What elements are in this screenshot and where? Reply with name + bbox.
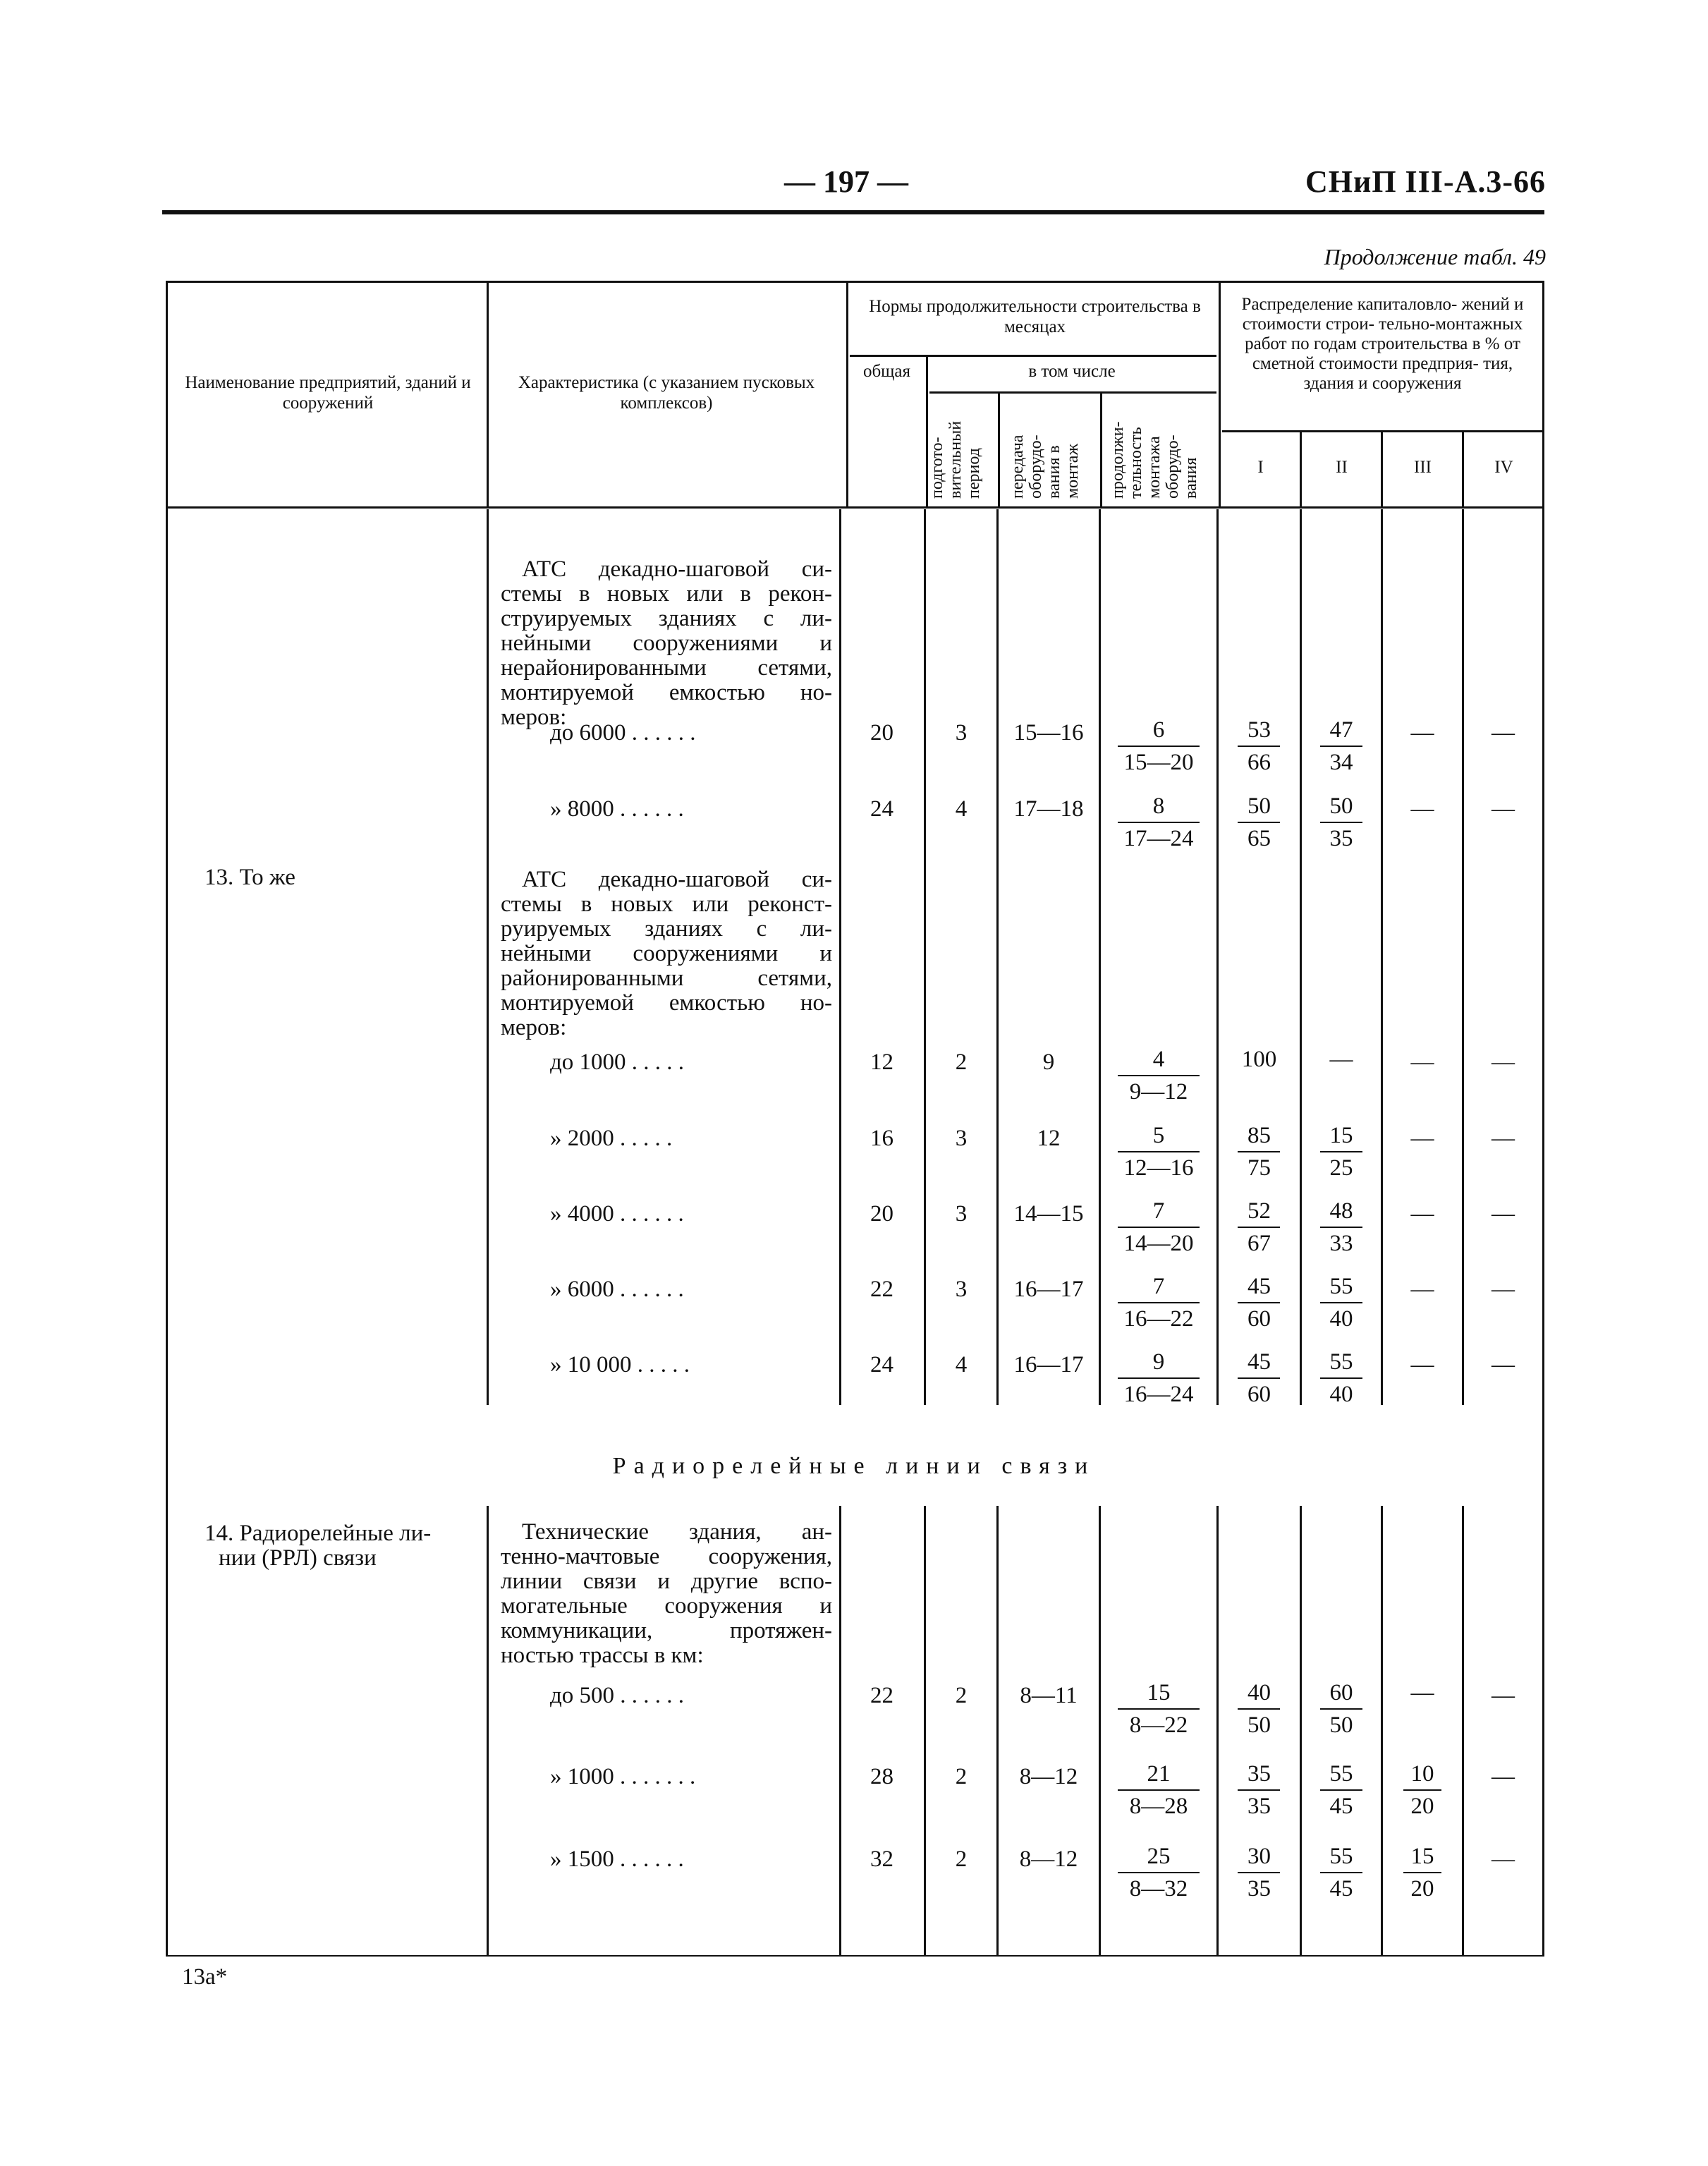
col-divider [1462,430,1464,509]
fraction-line [1403,1872,1441,1873]
header-year-2: II [1336,458,1348,477]
year1-bottom: 35 [1248,1794,1271,1819]
prep-value: 4 [955,796,968,822]
header-transfer: передача оборудо- вания в монтаж [1008,434,1082,499]
fraction-line [1320,1302,1362,1303]
total-value: 16 [870,1126,893,1151]
header-characteristics: Характеристика (с указанием пусковых комплексов) [518,373,815,413]
year2-top: — [1329,1047,1353,1072]
year3-value: — [1410,1126,1434,1151]
desc-line: ностью трассы в км: [501,1643,704,1668]
year3-value: — [1410,720,1434,746]
total-value: 24 [870,796,893,822]
prep-value: 4 [955,1352,968,1377]
including-rule [929,391,1216,394]
header-year-4: IV [1494,458,1513,477]
row-label: » 6000 . . . . . . [550,1277,684,1302]
duration-top: 8 [1152,793,1165,819]
total-value: 20 [870,720,893,746]
duration-top: 7 [1152,1274,1165,1299]
year1-top: 53 [1248,717,1271,743]
col-divider [1100,391,1102,509]
norms-header-rule [850,355,1216,357]
desc-line: районированными сетями, [501,966,832,991]
desc-line: нейными сооружениями и [501,631,832,656]
fraction-line [1320,1227,1362,1228]
year4-value: — [1492,1352,1515,1377]
fraction-line [1320,1377,1362,1379]
desc-line: монтируемой емкостью но- [501,680,832,705]
fraction-line [1238,1708,1280,1710]
fraction-line [1118,1872,1200,1873]
total-value: 22 [870,1683,893,1708]
year2-bottom: 25 [1329,1155,1353,1181]
duration-top: 5 [1152,1123,1165,1148]
header-prep-period: подгото- вительный период [928,420,983,499]
year4-value: — [1492,1764,1515,1789]
year1-bottom: 75 [1248,1155,1271,1181]
prep-value: 3 [955,1277,968,1302]
year3-bottom: 20 [1410,1876,1434,1902]
col-divider [487,1506,489,1955]
year4-value: — [1492,796,1515,822]
year1-bottom: 35 [1248,1876,1271,1902]
block14-name-line1: 14. Радиорелейные ли- [205,1521,432,1546]
year1-top: 50 [1248,793,1271,819]
desc-line: монтируемой емкостью но- [501,990,832,1016]
year2-top: 55 [1329,1274,1353,1299]
fraction-line [1118,746,1200,747]
total-value: 24 [870,1352,893,1377]
prep-value: 2 [955,1683,968,1708]
distribution-header-rule [1222,430,1544,432]
year3-bottom: 20 [1410,1794,1434,1819]
transfer-value: 16—17 [1013,1352,1084,1377]
duration-bottom: 14—20 [1123,1231,1194,1256]
duration-top: 15 [1147,1680,1171,1705]
year1-top: 30 [1248,1844,1271,1869]
col-divider [998,391,1000,509]
desc-line: стемы в новых или реконст- [501,892,832,917]
header-year-1: I [1257,458,1264,477]
duration-top: 25 [1147,1844,1171,1869]
col-divider [487,509,489,1405]
row-label: » 8000 . . . . . . [550,796,684,822]
year4-value: — [1492,1846,1515,1872]
year1-bottom: 66 [1248,750,1271,775]
col-divider [1381,509,1383,1405]
col-divider [1300,509,1302,1405]
duration-bottom: 8—32 [1129,1876,1188,1902]
duration-top: 21 [1147,1761,1171,1787]
fraction-line [1238,1872,1280,1873]
prep-value: 2 [955,1846,968,1872]
prep-value: 3 [955,1201,968,1227]
fraction-line [1320,1789,1362,1791]
row-label: » 10 000 . . . . . [550,1352,690,1377]
table-continuation-label: Продолжение табл. 49 [1324,244,1546,269]
row-label: » 1000 . . . . . . . [550,1764,696,1789]
year3-value: — [1410,796,1434,822]
total-value: 20 [870,1201,893,1227]
col-divider [1381,430,1383,509]
duration-bottom: 15—20 [1123,750,1194,775]
block13-name: 13. То же [205,865,295,890]
row-label: » 4000 . . . . . . [550,1201,684,1227]
transfer-value: 8—12 [1019,1764,1078,1789]
fraction-line [1118,1302,1200,1303]
col-divider [839,509,841,1405]
fraction-line [1238,1227,1280,1228]
fraction-line [1118,1377,1200,1379]
duration-top: 4 [1152,1047,1165,1072]
col-divider [996,509,999,1405]
desc-line: тенно-мачтовые сооружения, [501,1544,832,1569]
year2-top: 48 [1329,1198,1353,1224]
year3-value: — [1410,1049,1434,1075]
duration-bottom: 8—22 [1129,1712,1188,1738]
total-value: 12 [870,1049,893,1075]
duration-top: 6 [1152,717,1165,743]
fraction-line [1118,822,1200,823]
header-rule [162,210,1544,214]
year4-value: — [1492,1683,1515,1708]
year1-top: 45 [1248,1349,1271,1375]
year4-value: — [1492,1126,1515,1151]
year1-bottom: 50 [1248,1712,1271,1738]
fraction-line [1320,1872,1362,1873]
prep-value: 3 [955,1126,968,1151]
transfer-value: 17—18 [1013,796,1084,822]
header-distribution: Распределение капиталовло- жений и стоимости строи- тельно-монтажных работ по годам строительства в % от сметной стоимости предприя- тия, здания и сооружения [1241,295,1524,393]
year2-top: 50 [1329,793,1353,819]
col-divider [1300,430,1302,509]
year2-top: 47 [1329,717,1353,743]
duration-top: 7 [1152,1198,1165,1224]
table-left-border [166,281,168,1956]
desc-line: линии связи и другие вспо- [501,1569,832,1594]
duration-bottom: 16—24 [1123,1382,1194,1407]
desc-line: руируемых зданиях с ли- [501,916,832,942]
block14-name-line2: нии (РРЛ) связи [219,1545,377,1571]
year2-bottom: 34 [1329,750,1353,775]
year1-bottom: 60 [1248,1382,1271,1407]
desc-line: меров: [501,1015,567,1040]
row-label: » 1500 . . . . . . [550,1846,684,1872]
fraction-line [1238,746,1280,747]
desc-line: АТС декадно-шаговой си- [522,556,832,582]
year1-top: 85 [1248,1123,1271,1148]
fraction-line [1238,1302,1280,1303]
fraction-line [1238,1789,1280,1791]
col-divider [839,1506,841,1955]
header-including: в том числе [1028,362,1116,381]
header-norms: Нормы продолжительности строительства в месяцах [869,297,1201,336]
col-divider [487,281,489,509]
document-code: СНиП III-А.3-66 [1305,164,1546,199]
table-bottom-rule [166,1955,1544,1957]
year3-value: — [1410,1352,1434,1377]
year2-top: 55 [1329,1349,1353,1375]
year2-bottom: 50 [1329,1712,1353,1738]
duration-bottom: 17—24 [1123,826,1194,851]
table-top-rule [166,281,1544,283]
fraction-line [1118,1075,1200,1076]
row-label: до 6000 . . . . . . [550,720,696,746]
year1-bottom: 65 [1248,826,1271,851]
prep-value: 3 [955,720,968,746]
col-divider [1216,509,1219,1405]
year1-top: 52 [1248,1198,1271,1224]
col-divider [924,509,926,1405]
year2-bottom: 45 [1329,1794,1353,1819]
transfer-value: 16—17 [1013,1277,1084,1302]
page-number: — 197 — [784,164,908,199]
fraction-line [1238,822,1280,823]
section-title: Радиорелейные линии связи [612,1453,1096,1479]
prep-value: 2 [955,1764,968,1789]
fraction-line [1320,746,1362,747]
year4-value: — [1492,720,1515,746]
total-value: 28 [870,1764,893,1789]
fraction-line [1320,1708,1362,1710]
transfer-value: 15—16 [1013,720,1084,746]
duration-bottom: 8—28 [1129,1794,1188,1819]
fraction-line [1118,1789,1200,1791]
fraction-line [1238,1151,1280,1152]
transfer-value: 8—11 [1020,1683,1078,1708]
duration-bottom: 12—16 [1123,1155,1194,1181]
year2-top: 55 [1329,1761,1353,1787]
year1-top: 35 [1248,1761,1271,1787]
year2-top: 55 [1329,1844,1353,1869]
year2-top: 15 [1329,1123,1353,1148]
col-divider [846,281,848,509]
year2-bottom: 33 [1329,1231,1353,1256]
fraction-line [1403,1789,1441,1791]
col-divider [1219,281,1221,509]
desc-line: стемы в новых или в рекон- [501,581,832,607]
header-year-3: III [1414,458,1432,477]
year3-value: — [1410,1201,1434,1227]
fraction-line [1320,1151,1362,1152]
year2-bottom: 40 [1329,1382,1353,1407]
col-divider [1099,509,1101,1405]
col-divider [1462,1506,1464,1955]
year2-bottom: 35 [1329,826,1353,851]
year4-value: — [1492,1277,1515,1302]
transfer-value: 14—15 [1013,1201,1084,1227]
prep-value: 2 [955,1049,968,1075]
duration-bottom: 9—12 [1129,1079,1188,1105]
year2-bottom: 45 [1329,1876,1353,1902]
year3-top: 10 [1410,1761,1434,1787]
fraction-line [1238,1377,1280,1379]
total-value: 32 [870,1846,893,1872]
transfer-value: 12 [1037,1126,1061,1151]
row-label: до 1000 . . . . . [550,1049,685,1075]
col-divider [1462,509,1464,1405]
year1-top: 40 [1248,1680,1271,1705]
desc-line: меров: [501,705,567,730]
transfer-value: 8—12 [1019,1846,1078,1872]
year2-bottom: 40 [1329,1306,1353,1332]
fraction-line [1320,822,1362,823]
duration-bottom: 16—22 [1123,1306,1194,1332]
header-total: общая [862,362,911,381]
table-right-border [1542,281,1544,1956]
year1-top: 45 [1248,1274,1271,1299]
row-label: » 2000 . . . . . [550,1126,673,1151]
year3-top: — [1410,1680,1434,1705]
year2-top: 60 [1329,1680,1353,1705]
year3-top: 15 [1410,1844,1434,1869]
year4-value: — [1492,1201,1515,1227]
desc-line: нерайонированными сетями, [501,655,832,681]
page-footnote: 13а* [182,1964,228,1990]
year1-bottom: 67 [1248,1231,1271,1256]
year3-value: — [1410,1277,1434,1302]
year1-bottom: 60 [1248,1306,1271,1332]
row-label: до 500 . . . . . . [550,1683,685,1708]
year4-value: — [1492,1049,1515,1075]
fraction-line [1118,1151,1200,1152]
col-divider [924,1506,926,1955]
fraction-line [1118,1227,1200,1228]
desc-line: нейными сооружениями и [501,941,832,966]
duration-top: 9 [1152,1349,1165,1375]
total-value: 22 [870,1277,893,1302]
fraction-line [1118,1708,1200,1710]
desc-line: могательные сооружения и [501,1593,832,1619]
desc-line: коммуникации, протяжен- [501,1618,832,1643]
desc-line: струируемых зданиях с ли- [501,606,832,631]
col-divider [996,1506,999,1955]
transfer-value: 9 [1042,1049,1055,1075]
header-name: Наименование предприятий, зданий и сооружений [185,373,471,413]
desc-line: Технические здания, ан- [522,1519,832,1545]
header-duration: продолжи- тельность монтажа оборудо- вания [1109,421,1200,499]
desc-line: АТС декадно-шаговой си- [522,867,832,892]
year1-top: 100 [1241,1047,1277,1072]
header-bottom-rule [166,506,1544,509]
